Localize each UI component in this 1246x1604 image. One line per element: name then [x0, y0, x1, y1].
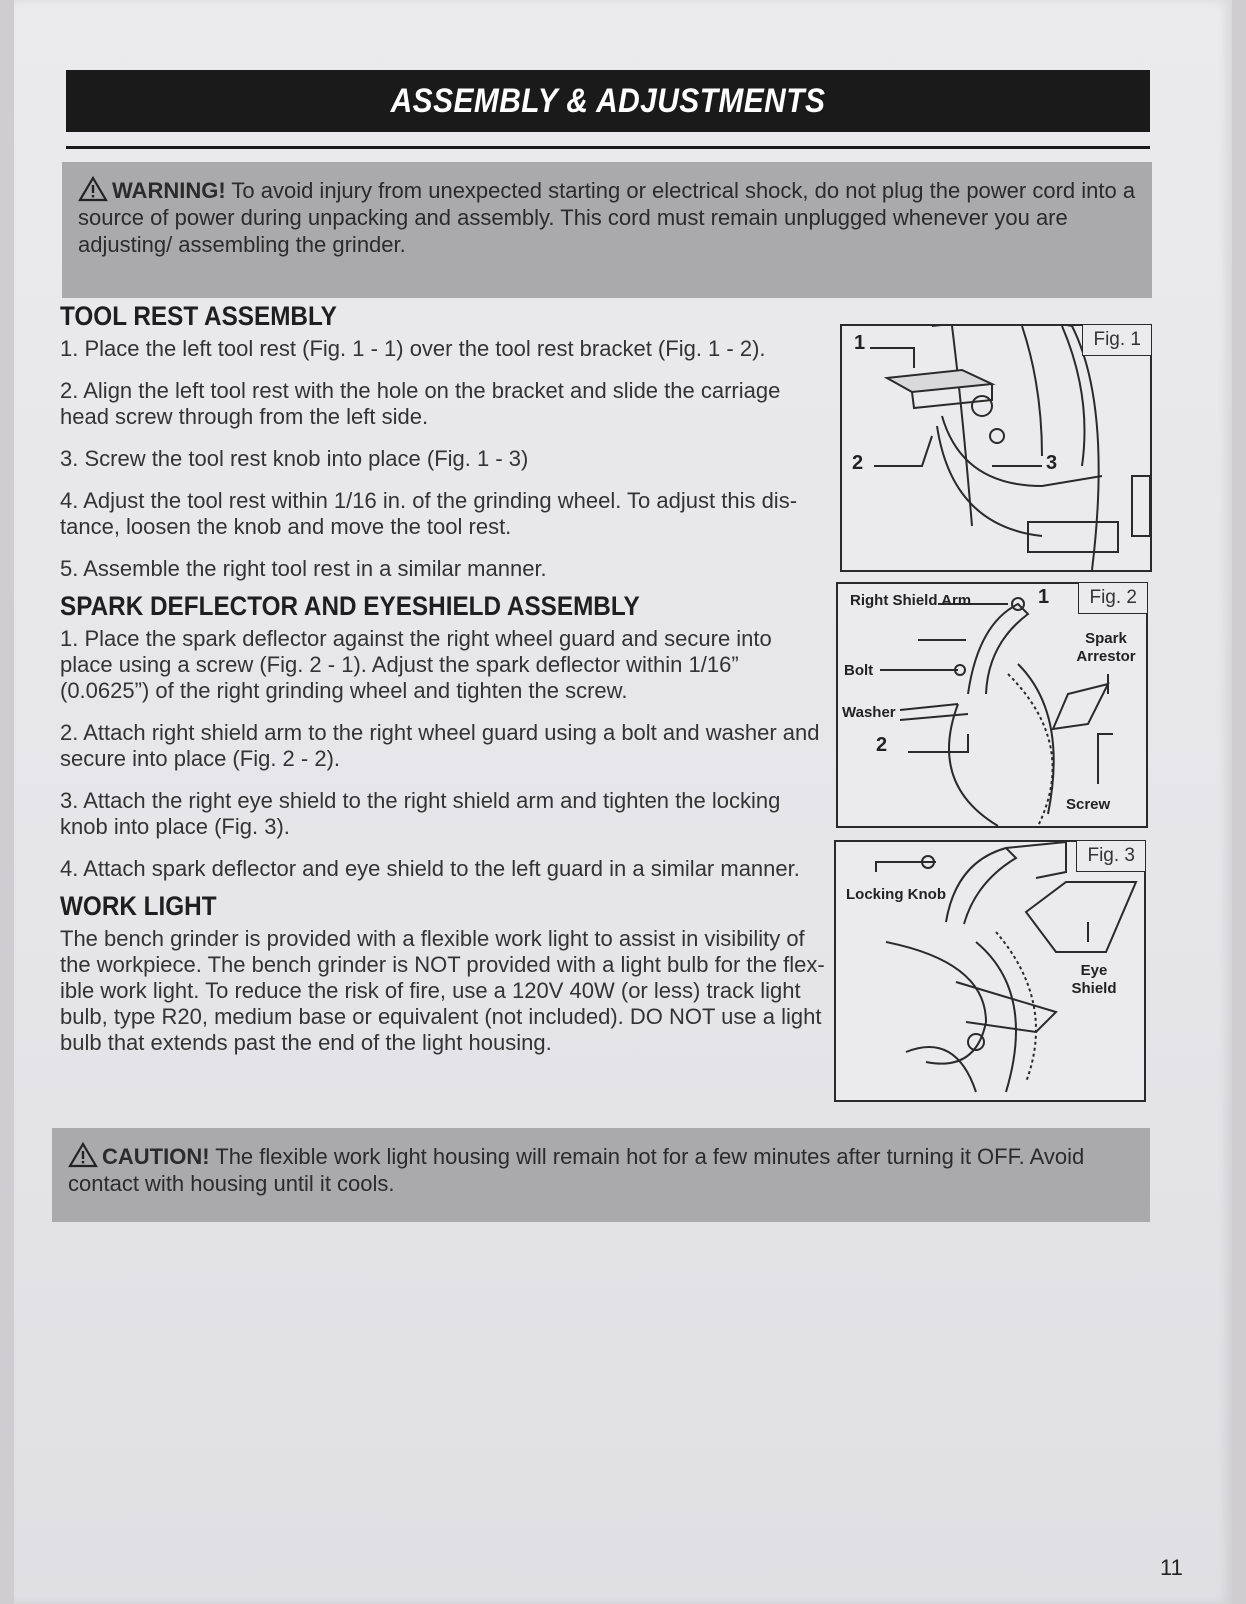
warning-triangle-icon [68, 1142, 98, 1168]
caution-box [52, 1128, 1150, 1222]
spark-step-4: 4. Attach spark deflector and eye shield to the left guard in a similar manner. [60, 856, 800, 881]
tool-rest-step-1: 1. Place the left tool rest (Fig. 1 - 1) over the tool rest bracket (Fig. 1 - 2). [60, 336, 766, 361]
fig1-callout-1: 1 [854, 332, 866, 354]
header-rule [66, 146, 1150, 149]
fig2-label: Fig. 2 [1078, 582, 1148, 614]
figure-3 [834, 840, 1146, 1102]
spark-deflector-title: SPARK DEFLECTOR AND EYESHIELD ASSEMBLY [60, 591, 640, 621]
tool-rest-step-3: 3. Screw the tool rest knob into place (Fig. 1 - 3) [60, 446, 529, 471]
warning-label: WARNING! [112, 178, 226, 203]
fig1-label: Fig. 1 [1082, 324, 1152, 356]
fig2-washer-label: Washer [842, 704, 896, 721]
page-title: ASSEMBLY & ADJUSTMENTS [390, 81, 826, 120]
fig2-callout-1: 1 [1038, 586, 1050, 608]
figure-2 [836, 582, 1148, 828]
tool-rest-illustration [842, 326, 1150, 570]
work-light-text: The bench grinder is provided with a flexible work light to assist in visibility of the workpiece. The bench grinder is NOT provided with a light bulb for the flex-ible work light. To reduce the risk of fire, use a 120V 40W (or less) track light bulb, type R20, medium base or equivalent (not included). DO NOT use a light bulb that extends past the end of the light housing. [60, 926, 825, 1055]
caution-label: CAUTION! [102, 1144, 210, 1169]
work-light-title: WORK LIGHT [60, 891, 217, 921]
section-header-bar [66, 70, 1150, 132]
warning-triangle-icon [78, 176, 108, 202]
fig2-right-shield-arm-label: Right Shield Arm [850, 592, 972, 609]
fig1-callout-3: 3 [1046, 452, 1058, 474]
fig3-locking-knob-label: Locking Knob [846, 886, 946, 903]
fig1-callout-2: 2 [852, 452, 864, 474]
spark-step-2: 2. Attach right shield arm to the right wheel guard using a bolt and washer and secure into place (Fig. 2 - 2). [60, 720, 820, 771]
spark-step-3: 3. Attach the right eye shield to the right shield arm and tighten the locking knob into place (Fig. 3). [60, 788, 781, 839]
fig2-bolt-label: Bolt [844, 662, 874, 679]
fig3-eye-shield-label: Eye Shield [1071, 962, 1117, 997]
caution-text: The flexible work light housing will remain hot for a few minutes after turning it OFF. Avoid contact with housing until it cools. [68, 1144, 1085, 1196]
tool-rest-step-4: 4. Adjust the tool rest within 1/16 in. of the grinding wheel. To adjust this dis-tance, loosen the knob and move the tool rest. [60, 488, 798, 539]
figure-1 [840, 324, 1152, 572]
page-number: 11 [1160, 1555, 1183, 1580]
warning-box [62, 162, 1152, 298]
tool-rest-title: TOOL REST ASSEMBLY [60, 301, 337, 331]
spark-step-1: 1. Place the spark deflector against the right wheel guard and secure into place using a screw (Fig. 2 - 1). Adjust the spark deflector within 1/16” (0.0625”) of the right grinding wheel and tighten the screw. [60, 626, 772, 703]
fig2-screw-label: Screw [1066, 796, 1111, 813]
text-column [60, 300, 830, 1056]
fig2-spark-arrestor-label: Spark Arrestor [1076, 630, 1136, 665]
fig3-label: Fig. 3 [1076, 840, 1146, 872]
fig2-callout-2: 2 [876, 734, 888, 756]
tool-rest-step-2: 2. Align the left tool rest with the hole on the bracket and slide the carriage head screw through from the left side. [60, 378, 781, 429]
tool-rest-step-5: 5. Assemble the right tool rest in a similar manner. [60, 556, 547, 581]
warning-text: To avoid injury from unexpected starting or electrical shock, do not plug the power cord into a source of power during unpacking and assembly. This cord must remain unplugged whenever you are adjusting/ assembling the grinder. [78, 178, 1136, 257]
